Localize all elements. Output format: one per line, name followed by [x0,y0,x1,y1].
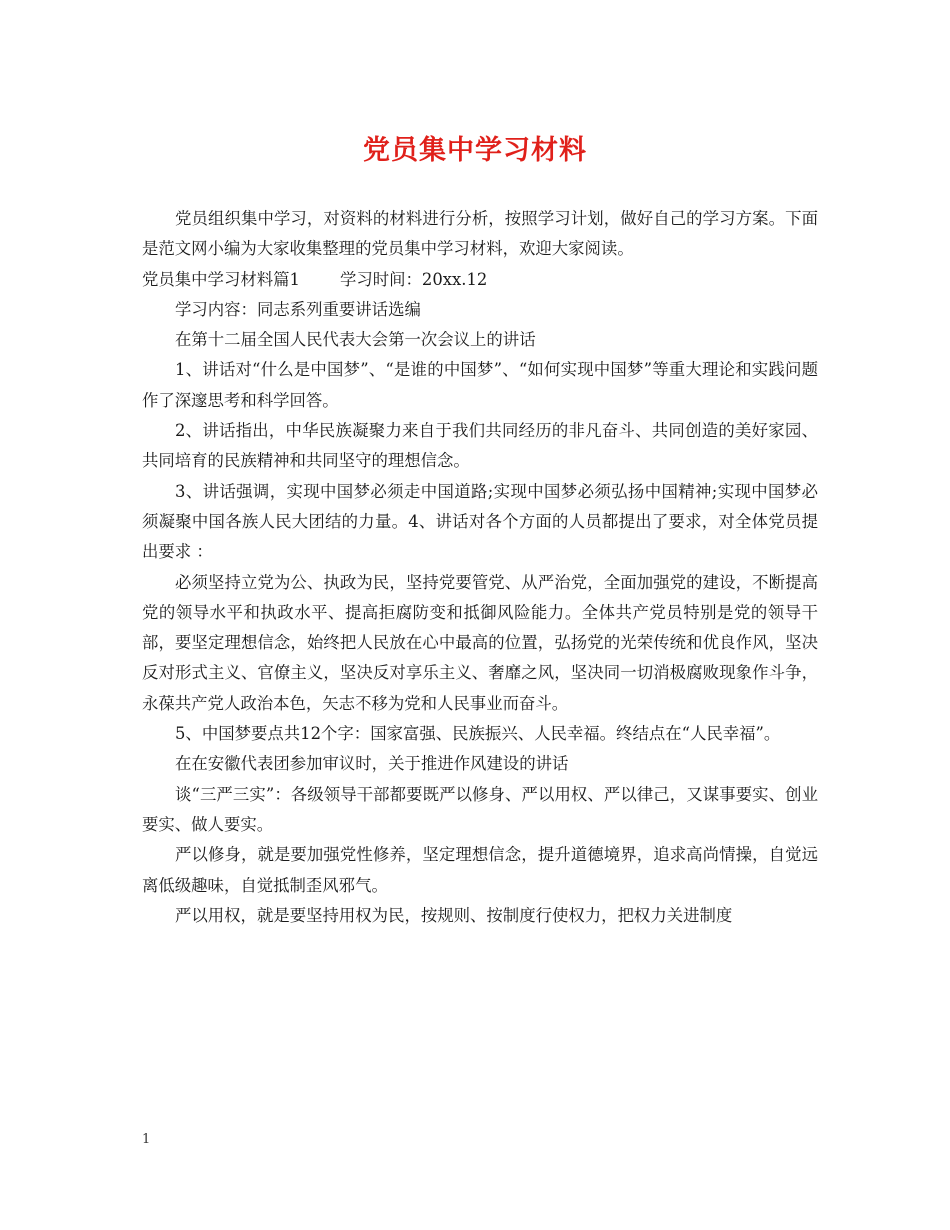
paragraph: 必须坚持立党为公、执政为民，坚持党要管党、从严治党，全面加强党的建设，不断提高党的领导水平和执政水平、提高拒腐防变和抵御风险能力。全体共产党员特别是党的领导干部，要坚定理想信念，始终把人民放在心中最高的位置，弘扬党的光荣传统和优良作风，坚决反对形式主义、官僚主义，坚决反对享乐主义、奢靡之风，坚决同一切消极腐败现象作斗争，永葆共产党人政治本色，矢志不移为党和人民事业而奋斗。 [142,572,818,713]
study-time: 学习时间：20xx.12 [339,269,488,289]
paragraph: 1、讲话对“什么是中国梦”、“是谁的中国梦”、“如何实现中国梦”等重大理论和实践问题作了深邃思考和科学回答。 [142,360,818,410]
paragraph: 严以用权，就是要坚持用权为民，按规则、按制度行使权力，把权力关进制度 [175,905,733,925]
document-body [142,204,818,931]
page-number: 1 [142,1132,151,1147]
paragraph: 严以修身，就是要加强党性修养，坚定理想信念，提升道德境界，追求高尚情操，自觉远离低级趣味，自觉抵制歪风邪气。 [142,845,818,895]
section-label: 党员集中学习材料篇1 [142,269,300,289]
paragraph-section-heading [142,265,818,295]
paragraph: 在在安徽代表团参加审议时，关于推进作风建设的讲话 [175,754,569,774]
paragraph: 5、中国梦要点共12个字：国家富强、民族振兴、人民幸福。终结点在“人民幸福”。 [175,724,781,744]
paragraph: 在第十二届全国人民代表大会第一次会议上的讲话 [175,330,536,350]
paragraph: 谈“三严三实”：各级领导干部都要既严以修身、严以用权、严以律己，又谋事要实、创业要实、做人要实。 [142,784,818,834]
paragraph: 学习内容：同志系列重要讲话选编 [175,299,421,319]
document-title: 党员集中学习材料 [363,135,587,166]
paragraph: 3、讲话强调，实现中国梦必须走中国道路;实现中国梦必须弘扬中国精神;实现中国梦必须凝聚中国各族人民大团结的力量。4、讲话对各个方面的人员都提出了要求，对全体党员提出要求 ： [142,481,818,562]
paragraph: 党员组织集中学习，对资料的材料进行分析，按照学习计划，做好自己的学习方案。下面是范文网小编为大家收集整理的党员集中学习材料，欢迎大家阅读。 [142,209,818,259]
paragraph: 2、讲话指出，中华民族凝聚力来自于我们共同经历的非凡奋斗、共同创造的美好家园、共同培育的民族精神和共同坚守的理想信念。 [142,421,818,471]
